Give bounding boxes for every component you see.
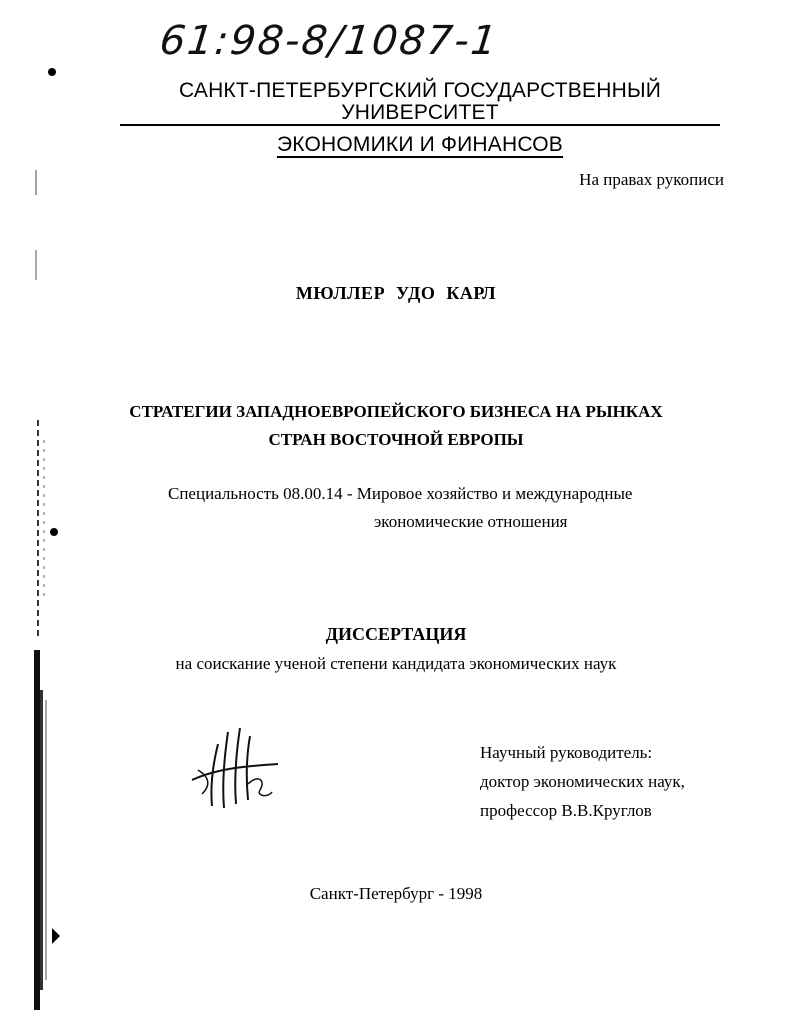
supervisor-line-2: доктор экономических наук, [480, 772, 685, 791]
scientific-supervisor [480, 738, 685, 825]
scan-margin-marks [0, 0, 80, 1024]
catalog-number: 61:98-8/1087-1 [157, 18, 501, 64]
university-line-1: САНКТ-ПЕТЕРБУРГСКИЙ ГОСУДАРСТВЕННЫЙ УНИВЕРСИТЕТ [120, 80, 720, 126]
handwritten-signature-icon [188, 724, 288, 814]
author-name: МЮЛЛЕР УДО КАРЛ [295, 283, 497, 303]
dissertation-subtitle: на соискание ученой степени кандидата экономических наук [175, 654, 617, 673]
dissertation-title [0, 398, 792, 454]
place-and-year: Санкт-Петербург - 1998 [309, 884, 483, 903]
rights-note: На правах рукописи [579, 170, 724, 189]
university-name [120, 80, 720, 161]
title-line-1: СТРАТЕГИИ ЗАПАДНОЕВРОПЕЙСКОГО БИЗНЕСА НА РЫНКАХ [129, 402, 663, 421]
dissertation-label: ДИССЕРТАЦИЯ [325, 624, 467, 644]
title-line-2: СТРАН ВОСТОЧНОЙ ЕВРОПЫ [268, 430, 524, 449]
supervisor-line-3: профессор В.В.Круглов [480, 801, 652, 820]
speciality-line-2: экономические отношения [374, 512, 568, 531]
university-line-2: ЭКОНОМИКИ И ФИНАНСОВ [276, 133, 564, 156]
speciality-line-1: Специальность 08.00.14 - Мировое хозяйство и международные [168, 484, 633, 503]
supervisor-line-1: Научный руководитель: [480, 743, 653, 762]
